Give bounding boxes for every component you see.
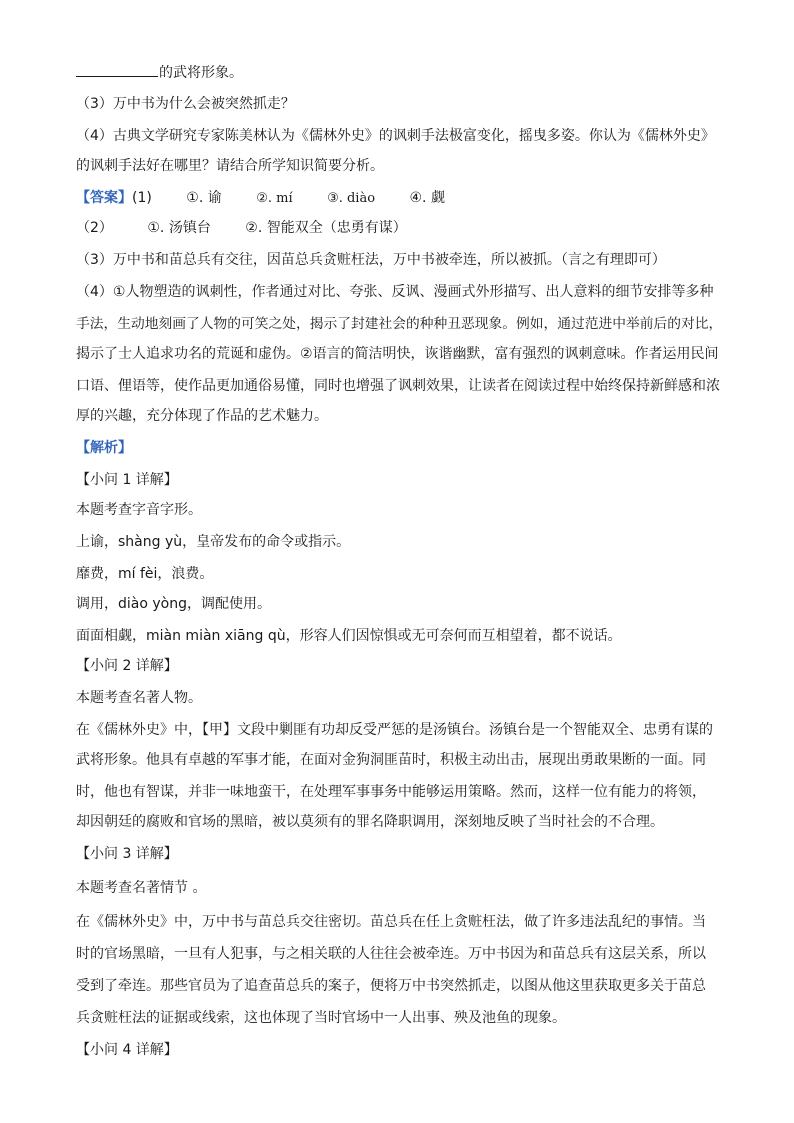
answer-part-3: （3）万中书和苗总兵有交往，因苗总兵贪赃枉法，万中书被牵连，所以被抓。（言之有理即可） [76,252,666,268]
sub-question-4-title: 【小问 4 详解】 [76,1042,178,1058]
sub-question-2-line: 却因朝廷的腐败和官场的黑暗，被以莫须有的罪名降职调用，深刻地反映了当时社会的不合理。 [76,814,664,830]
sub-question-1-line: 靡费，mí fèi，浪费。 [76,566,214,582]
answer-1-item-3: ③. diào [327,191,376,206]
sub-question-3-line: 时的官场黑暗，一旦有人犯事，与之相关联的人往往会被牵连。万中书因为和苗总兵有这层关系，所以 [76,946,706,962]
answer-2-item-1: ①. 汤镇台 [147,220,211,236]
sub-question-3-line: 在《儒林外史》中，万中书与苗总兵交往密切。苗总兵在任上贪赃枉法，做了许多违法乱纪的事情。当 [76,914,706,930]
answer-2-item-2: ②. 智能双全（忠勇有谋） [245,220,407,236]
sub-question-1-intro: 本题考查字音字形。 [76,502,202,518]
answer-part-2: （2） ①. 汤镇台 ②. 智能双全（忠勇有谋） [76,220,407,236]
question-4-line-1: （4）古典文学研究专家陈美林认为《儒林外史》的讽刺手法极富变化，摇曳多姿。你认为《儒林外史》 [76,128,715,144]
answer-part-4-line: （4）①人物塑造的讽刺性，作者通过对比、夸张、反讽、漫画式外形描写、出人意料的细节安排等多种 [76,284,714,300]
answer-1-item-2: ②. mí [256,191,293,206]
answer-1-item-1: ①. 谕 [186,190,222,206]
answer-1-item-4: ④. 觑 [409,190,445,206]
sub-question-1-line: 上谕，shàng yù，皇帝发布的命令或指示。 [76,534,351,550]
sub-question-1-title: 【小问 1 详解】 [76,472,178,488]
sub-question-1-line: 面面相觑，miàn miàn xiāng qù，形容人们因惊惧或无可奈何而互相望着，都不说话。 [76,628,622,644]
sub-question-2-line: 武将形象。他具有卓越的军事才能，在面对金狗洞匪苗时，积极主动出击，展现出勇敢果断的一面。同 [76,752,706,768]
sub-question-1-line: 调用，diào yòng，调配使用。 [76,596,271,612]
question-3: （3）万中书为什么会被突然抓走？ [76,96,295,112]
sub-question-3-title: 【小问 3 详解】 [76,846,178,862]
analysis-heading: 【解析】 [76,440,132,456]
sub-question-2-line: 时，他也有智谋，并非一味地蛮干，在处理军事事务中能够运用策略。然而，这样一位有能力的将领， [76,784,706,800]
sub-question-2-title: 【小问 2 详解】 [76,658,178,674]
answer-part-4-line: 手法，生动地刻画了人物的可笑之处，揭示了封建社会的种种丑恶现象。例如，通过范进中举前后的对比， [76,316,723,332]
answer-blank [76,62,158,77]
sub-question-2-intro: 本题考查名著人物。 [76,690,202,706]
answer-part-4-line: 厚的兴趣，充分体现了作品的艺术魅力。 [76,408,328,424]
previous-question-tail: 的武将形象。 [76,62,726,83]
sub-question-3-line: 受到了牵连。那些官员为了追查苗总兵的案子，便将万中书突然抓走，以图从他这里获取更多关于苗总 [76,978,706,994]
question-4-line-2: 的讽刺手法好在哪里？请结合所学知识简要分析。 [76,158,384,174]
sub-question-2-line: 在《儒林外史》中，【甲】文段中剿匪有功却反受严惩的是汤镇台。汤镇台是一个智能双全、忠勇有谋的 [76,722,713,738]
sub-question-3-line: 兵贪赃枉法的证据或线索，这也体现了当时官场中一人出事、殃及池鱼的现象。 [76,1010,566,1026]
answer-part-1: 【答案】(1) ①. 谕 ②. mí ③. diào ④. 觑 [76,190,445,206]
answer-tag: 【答案】 [76,190,132,206]
sub-question-3-intro: 本题考查名著情节 。 [76,880,207,896]
answer-part-4-line: 口语、俚语等，使作品更加通俗易懂，同时也增强了讽刺效果，让读者在阅读过程中始终保持新鲜感和浓 [76,378,720,394]
answer-part-4-line: 揭示了士人追求功名的荒诞和虚伪。②语言的简洁明快，诙谐幽默，富有强烈的讽刺意味。作者运用民间 [76,346,719,362]
